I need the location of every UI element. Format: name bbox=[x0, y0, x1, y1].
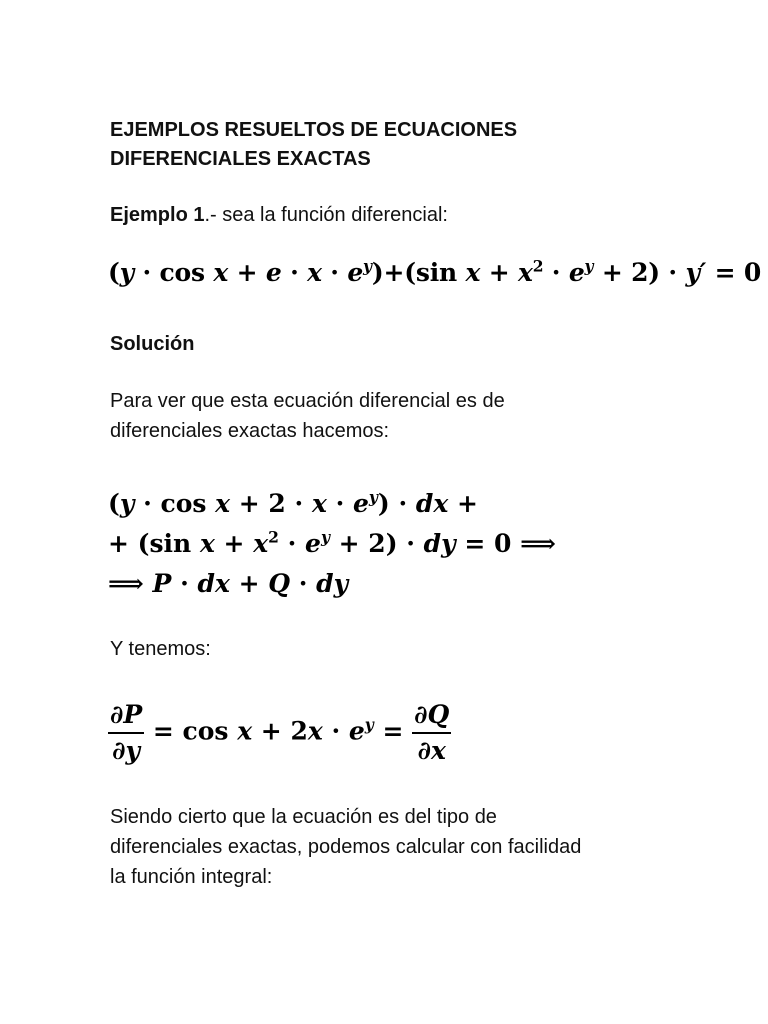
document-title bbox=[110, 116, 670, 174]
conclusion-line-2: diferenciales exactas, podemos calcular con facilidad bbox=[110, 836, 582, 858]
title-line-1: EJEMPLOS RESUELTOS DE ECUACIONES bbox=[110, 119, 518, 141]
fraction-dq-dx: $\frac{\partial Q}{\partial x}$ bbox=[414, 700, 450, 765]
title-line-2: DIFERENCIALES EXACTAS bbox=[110, 148, 371, 170]
equation-2-row-1: $(y \cdot \cos x + 2 \cdot x \cdot e^y)$ · dx + bbox=[108, 487, 478, 518]
have-text: Y tenemos: bbox=[110, 638, 211, 660]
equation-2-row-2: + (sin $x + x^2 \cdot e^y + 2$) · dy = 0 ⟹ bbox=[108, 527, 556, 558]
equation-2-row-3: ⟹ P · dx + Q · dy bbox=[108, 569, 349, 598]
intro-paragraph bbox=[110, 386, 505, 446]
example-text: .- sea la función diferencial: bbox=[204, 204, 448, 226]
intro-line-2: diferenciales exactas hacemos: bbox=[110, 420, 390, 442]
intro-line-1: Para ver que esta ecuación diferencial es de bbox=[110, 390, 505, 412]
example-label: Ejemplo 1 bbox=[110, 204, 205, 226]
conclusion-line-3: la función integral: bbox=[110, 866, 273, 888]
conclusion-paragraph bbox=[110, 802, 581, 892]
equation-2 bbox=[108, 484, 556, 604]
fraction-dp-dy: $\frac{\partial P}{\partial y}$ bbox=[110, 700, 143, 765]
equation-1: $(y \cdot \cos x + e \cdot x \cdot e^y)+(\sin$ $x + x^2 \cdot e^y + 2) \cdot y' = 0$ bbox=[108, 256, 762, 287]
example-intro bbox=[110, 200, 448, 230]
conclusion-line-1: Siendo cierto que la ecuación es del tipo de bbox=[110, 806, 497, 828]
solution-heading: Solución bbox=[110, 333, 195, 355]
equation-3: $\frac{\partial P}{\partial y}$ = $\cos x + 2x \cdot e^y$ = $\frac{\partial Q}{\partial x}$ bbox=[110, 700, 450, 765]
